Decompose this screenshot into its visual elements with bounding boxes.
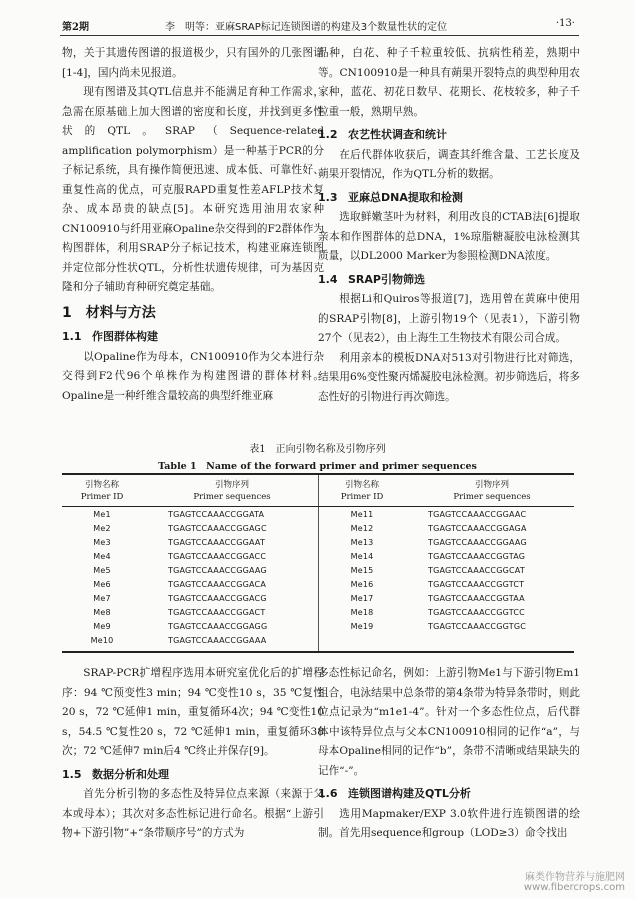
col-header-seq-cn: 引物序列 <box>474 480 509 490</box>
paragraph: 现有图谱及其QTL信息并不能满足育种工作需求，急需在原基础上加大图谱的密度和长度，并找到更多性状的QTL。SRAP（Sequence-related amplification polymorphism）是一种基于PCR的分子标记系统，具有操作简便迅速、成本低、可靠性好、重复性高的优点，可克服RAPD重复性差AFLP技术复杂、成本昂贵的缺点[5]。本研究选用油用农家种CN100910与纤用亚麻Opaline杂交得到的F2群体作为构图群体，利用SRAP分子标记技术，构建亚麻连锁图并定位部分性状QTL，分析性状遗传规律，可为基因克隆和分子辅助育种研究奠定基础。 <box>62 86 324 293</box>
subsection-heading <box>62 327 324 347</box>
subsection-number: 1.5 <box>62 767 82 781</box>
subsection-title: 作图群体构建 <box>92 330 158 343</box>
subsection-number: 1.1 <box>62 330 82 343</box>
subsection-heading <box>318 125 580 145</box>
left-column-top <box>62 44 324 406</box>
primer-id: Me1 <box>93 510 111 519</box>
col-header-seq-en: Primer sequences <box>193 492 271 502</box>
subsection-heading <box>318 270 580 290</box>
paragraph: 以Opaline作为母本，CN100910作为父本进行杂交得到F2代96个单株作为构建图谱的群体材料。Opaline是一种纤维含量较高的典型纤维亚麻 <box>62 350 324 402</box>
primer-sequence: TGAGTCCAAACCGGCAT <box>428 566 525 575</box>
primer-id: Me15 <box>350 566 374 575</box>
primer-id: Me2 <box>93 524 111 533</box>
primer-id: Me14 <box>350 552 374 561</box>
right-column-top <box>318 44 580 407</box>
paragraph: 物，关于其遗传图谱的报道极少，只有国外的几张图谱[1-4]，国内尚未见报道。 <box>62 47 324 79</box>
table-bottom-rule <box>62 651 574 653</box>
subsection-title: 连锁图谱构建及QTL分析 <box>348 787 471 800</box>
paragraph: 品种，白花、种子千粒重较低、抗病性稍差，熟期中等。CN100910是一种具有蒴果开裂特点的典型种用农家种，蓝花、初花日数早、花期长、花枝较多，种子千粒重一般，熟期早熟。 <box>318 47 580 118</box>
subsection-heading <box>62 765 324 785</box>
paragraph: 首先分析引物的多态性及特异位点来源（来源于父本或母本）；其次对多态性标记进行命名。根据“上游引物+下游引物”+“条带顺序号”的方式为 <box>62 788 324 839</box>
table-caption-en: Table 1 Name of the forward primer and primer sequences <box>158 461 477 472</box>
primer-id: Me4 <box>93 552 111 561</box>
issue-number: 第2期 <box>62 22 89 33</box>
section-number: 1 <box>62 304 72 321</box>
section-heading <box>62 304 324 324</box>
primer-sequence: TGAGTCCAAACCGGTCT <box>428 580 525 589</box>
subsection-title: 农艺性状调查和统计 <box>348 128 447 141</box>
col-header-id-cn: 引物名称 <box>344 480 379 490</box>
primer-sequence: TGAGTCCAAACCGGAAA <box>168 636 267 645</box>
table-column-divider <box>318 475 319 651</box>
primer-sequence: TGAGTCCAAACCGGAAC <box>428 510 527 519</box>
right-column-bottom <box>318 664 580 844</box>
paragraph: 多态性标记命名，例如：上游引物Me1与下游引物Em1组合，电泳结果中总条带的第4条带为特异条带时，则此位点记录为“m1e1-4”。针对一个多态性位点，后代群体中该特异位点与父本CN100910相同的记作“a”，与母本Opaline相同的记作“b”，条带不清晰或结果缺失的记作“-”。 <box>318 667 580 777</box>
paragraph: 利用亲本的模板DNA对513对引物进行比对筛选，结果用6%变性聚丙烯凝胶电泳检测。初步筛选后，将多态性好的引物进行再次筛选。 <box>318 351 580 403</box>
subsection-title: 亚麻总DNA提取和检测 <box>348 190 463 204</box>
primer-id: Me10 <box>90 636 114 645</box>
subsection-number: 1.4 <box>318 272 338 286</box>
paragraph: 选取鲜嫩茎叶为材料，利用改良的CTAB法[6]提取亲本和作图群体的总DNA，1%琼脂糖凝胶电泳检测其质量，以DL2000 Marker为参照检测DNA浓度。 <box>318 211 580 262</box>
primer-id: Me19 <box>350 622 374 631</box>
primer-id: Me17 <box>350 594 374 603</box>
primer-sequence: TGAGTCCAAACCGGATA <box>168 510 265 519</box>
header-rule <box>60 35 579 36</box>
subsection-title: 数据分析和处理 <box>92 767 169 781</box>
primer-sequence: TGAGTCCAAACCGGAGG <box>168 622 268 631</box>
primer-id: Me3 <box>93 538 111 547</box>
subsection-number: 1.2 <box>318 128 338 141</box>
table-header-rule <box>62 506 574 507</box>
primer-id: Me11 <box>350 510 374 519</box>
primer-sequence: TGAGTCCAAACCGGACA <box>168 580 267 589</box>
primer-id: Me6 <box>93 580 111 589</box>
primer-id: Me12 <box>350 524 374 533</box>
section-title: 材料与方法 <box>85 304 156 321</box>
primer-id: Me9 <box>93 622 111 631</box>
paragraph: 选用Mapmaker/EXP 3.0软件进行连锁图谱的绘制。首先用sequence和group（LOD≥3）命令找出 <box>318 807 580 839</box>
primer-id: Me16 <box>350 580 374 589</box>
primer-sequence: TGAGTCCAAACCGGAGA <box>428 524 527 533</box>
primer-sequence: TGAGTCCAAACCGGTAA <box>428 594 525 603</box>
primer-sequence: TGAGTCCAAACCGGTAG <box>428 552 526 561</box>
primer-id: Me7 <box>93 594 111 603</box>
subsection-number: 1.3 <box>318 190 338 204</box>
subsection-heading <box>318 188 580 208</box>
primer-sequence: TGAGTCCAAACCGGACC <box>168 552 267 561</box>
primer-id: Me13 <box>350 538 374 547</box>
col-header-seq-en: Primer sequences <box>453 492 531 502</box>
subsection-title: SRAP引物筛选 <box>348 272 425 286</box>
running-title: 李 明等：亚麻SRAP标记连锁图谱的构建及3个数量性状的定位 <box>165 22 448 33</box>
watermark-url: www.fibercrops.com <box>523 882 625 893</box>
running-header <box>0 0 635 40</box>
primer-sequence: TGAGTCCAAACCGGAAG <box>168 566 267 575</box>
left-column-bottom <box>62 664 324 844</box>
primer-id: Me8 <box>93 608 111 617</box>
primer-sequence: TGAGTCCAAACCGGAGC <box>168 524 267 533</box>
primer-sequence: TGAGTCCAAACCGGACG <box>168 594 267 603</box>
col-header-seq-cn: 引物序列 <box>214 480 249 490</box>
subsection-heading <box>318 784 580 804</box>
primer-sequence: TGAGTCCAAACCGGTCC <box>428 608 525 617</box>
primer-id: Me18 <box>350 608 374 617</box>
primer-sequence: TGAGTCCAAACCGGACT <box>168 608 266 617</box>
watermark-cn: 麻类作物营养与施肥网 <box>525 872 625 883</box>
paragraph: 根据Li和Quiros等报道[7]，选用曾在黄麻中使用的SRAP引物[8]，上游引物19个（见表1），下游引物27个（见表2），由上海生工生物技术有限公司合成。 <box>318 293 580 344</box>
primer-sequence: TGAGTCCAAACCGGTGC <box>428 622 527 631</box>
col-header-id-cn: 引物名称 <box>84 480 119 490</box>
primer-sequence: TGAGTCCAAACCGGAAG <box>428 538 527 547</box>
table-caption-cn: 表1 正向引物名称及引物序列 <box>249 444 386 455</box>
primer-sequence: TGAGTCCAAACCGGAAT <box>168 538 266 547</box>
page-number: ·13· <box>555 18 575 29</box>
paragraph: 在后代群体收获后，调查其纤维含量、工艺长度及蒴果开裂情况，作为QTL分析的数据。 <box>318 148 580 180</box>
subsection-number: 1.6 <box>318 787 338 800</box>
paragraph: SRAP-PCR扩增程序选用本研究室优化后的扩增程序：94 ℃预变性3 min；94 ℃变性10 s，35 ℃复性20 s，72 ℃延伸1 min，重复循环4次；94 ℃变性10 s，54.5 ℃复性20 s，72 ℃延伸1 min，重复循环38次；72 ℃延伸7 min后4 ℃终止并保存[9]。 <box>62 667 324 757</box>
col-header-id-en: Primer ID <box>340 492 384 502</box>
primer-id: Me5 <box>93 566 111 575</box>
col-header-id-en: Primer ID <box>80 492 124 502</box>
